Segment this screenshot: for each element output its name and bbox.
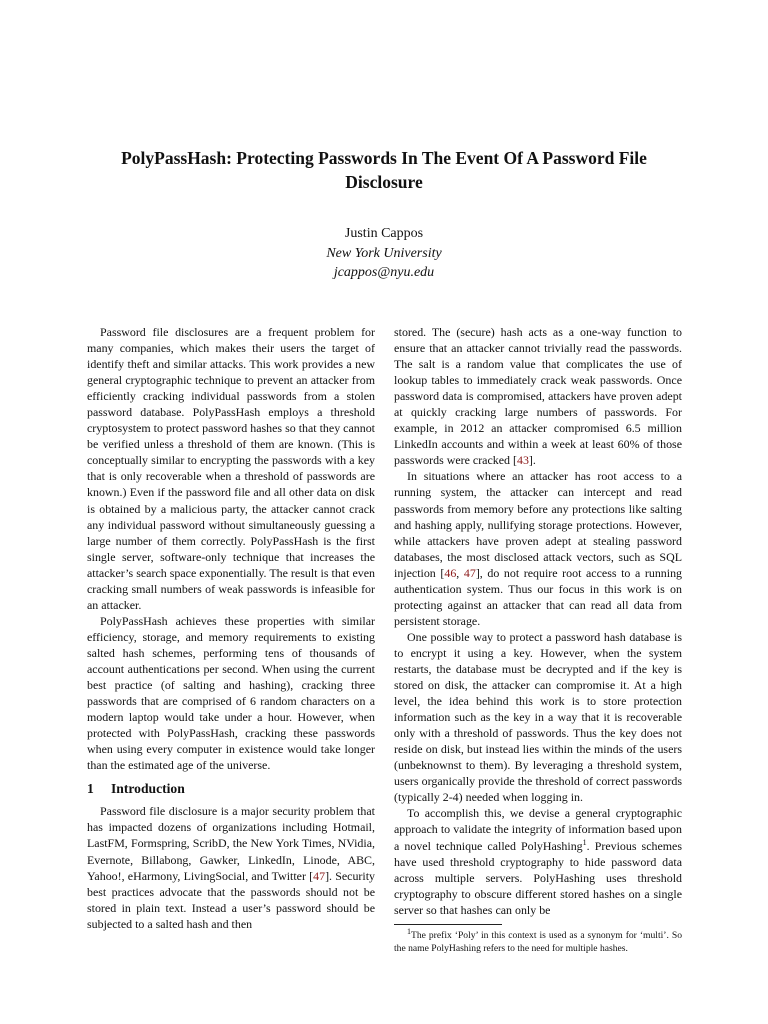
citation-link[interactable]: 47 [463, 565, 476, 580]
footnote-divider [394, 924, 502, 925]
intro-paragraph-1-continued [394, 324, 682, 468]
intro-paragraph-1-text: Password file disclosure is a major security problem that has impacted dozens of organizations including Hotmail, LastFM, Formspring, ScribD, the New York Times, NVidia, Evernote, Billabong, Gawker, LinkedIn, Linode, ABC, Yahoo!, eHarmony, LivingSocial, and Twitter [ [87, 804, 375, 883]
intro-paragraph-1 [87, 803, 375, 931]
footnote [394, 926, 682, 955]
intro-paragraph-1-cont-tail: ]. [528, 453, 536, 468]
abstract-paragraph-1: Password file disclosures are a frequent problem for many companies, which makes their users the target of identify theft and similar attacks. This work provides a new general cryptographic technique to prevent an attacker from efficiently cracking individual passwords from a stolen password database. PolyPassHash employs a threshold cryptosystem to protect password hashes so that they cannot be verified unless a threshold of them are known. (This is conceptually similar to encrypting the passwords with a key that is only recoverable when a threshold of passwords are known.) Even if the password file and all other data on disk is obtained by a malicious party, the attacker cannot crack any individual password without simultaneously guessing a large number of them correctly. PolyPassHash is the first single server, software-only technique that increases the attacker’s search space exponentially. The result is that even cracking small numbers of weak passwords is infeasible for an attacker. [87, 325, 375, 612]
citation-link[interactable]: 47 [313, 868, 326, 883]
abstract-paragraph-2: PolyPassHash achieves these properties with similar efficiency, storage, and memory requirements to existing salted hash schemes, performing tens of thousands of account authentications per second. When using the current best practice (of salting and hashing), cracking three passwords that are comprised of 6 random characters on a modern laptop would take under a hour. However, when protected with PolyPassHash, cracking these passwords when using every computer in existence would take longer than the estimated age of the universe. [87, 613, 375, 773]
author-email: jcappos@nyu.edu [333, 265, 435, 280]
right-column [394, 324, 682, 955]
section-heading-introduction [87, 781, 375, 797]
intro-paragraph-3: One possible way to protect a password hash database is to encrypt it using a key. However, when the system restarts, the database must be decrypted and if the key is stored on disk, the attacker can compromise it. At a high level, the idea behind this work is to store protection information such as the key in a way that it is recoverable only with a threshold of passwords. Thus the key does not reside on disk, but instead lies within the minds of the users (unbeknownst to them). By leveraging a threshold system, users organically provide the threshold of correct passwords (typically 2-4) needed when logging in. [394, 629, 682, 805]
intro-paragraph-1-tail: ]. Security best practices advocate that the passwords should not be stored in plain text. Instead a user’s password should be subjected to a salted hash and then [87, 868, 375, 931]
citation-link[interactable]: 43 [516, 453, 529, 468]
author-name: Justin Cappos [344, 226, 424, 241]
intro-paragraph-4-text: To accomplish this, we devise a general cryptographic approach to validate the integrity of information based upon a novel technique called PolyHashing [394, 806, 682, 853]
intro-paragraph-1-cont-text: stored. The (secure) hash acts as a one-way function to ensure that an attacker cannot trivially read the passwords. The salt is a random value that complicates the use of lookup tables to immediately crack weak passwords. Once password data is compromised, attackers have proven adept at quickly cracking large numbers of passwords. For example, in 2012 an attacker compromised 6.5 million LinkedIn accounts and within a week at least 60% of those passwords were cracked [ [394, 325, 682, 468]
section-title: Introduction [111, 781, 185, 797]
intro-paragraph-2-text: In situations where an attacker has root access to a running system, the attacker can intercept and read passwords from memory before any protections like salting and hashing apply, nullifying storage protections. However, while attackers have proven adept at stealing password databases, the most disclosed attack vectors, such as SQL injection [ [394, 469, 682, 580]
section-number: 1 [87, 781, 94, 797]
author-block [180, 224, 588, 283]
intro-paragraph-4-tail: . Previous schemes have used threshold cryptography to hide password data across multiple servers. PolyHashing uses threshold cryptography to obscure different stored hashes on a single server so that hashes can only be [394, 838, 682, 917]
citation-separator: , [456, 565, 464, 580]
footnote-marker[interactable]: 1 [582, 837, 587, 847]
intro-paragraph-2 [394, 468, 682, 628]
author-affiliation: New York University [326, 245, 442, 261]
left-column [87, 324, 375, 932]
footnote-text: The prefix ‘Poly’ in this context is used as a synonym for ‘multi’. So the name PolyHashing refers to the need for multiple hashes. [394, 929, 682, 954]
intro-paragraph-2-tail: ], do not require root access to a running authentication system. Thus our focus in this work is on protecting against an attacker that can read all data from persistent storage. [394, 565, 683, 628]
intro-paragraph-4 [394, 805, 682, 917]
paper-title: PolyPassHash: Protecting Passwords In The Event Of A Password File Disclosure [121, 148, 647, 192]
citation-link[interactable]: 46 [444, 565, 457, 580]
footnote-number: 1 [407, 926, 411, 936]
